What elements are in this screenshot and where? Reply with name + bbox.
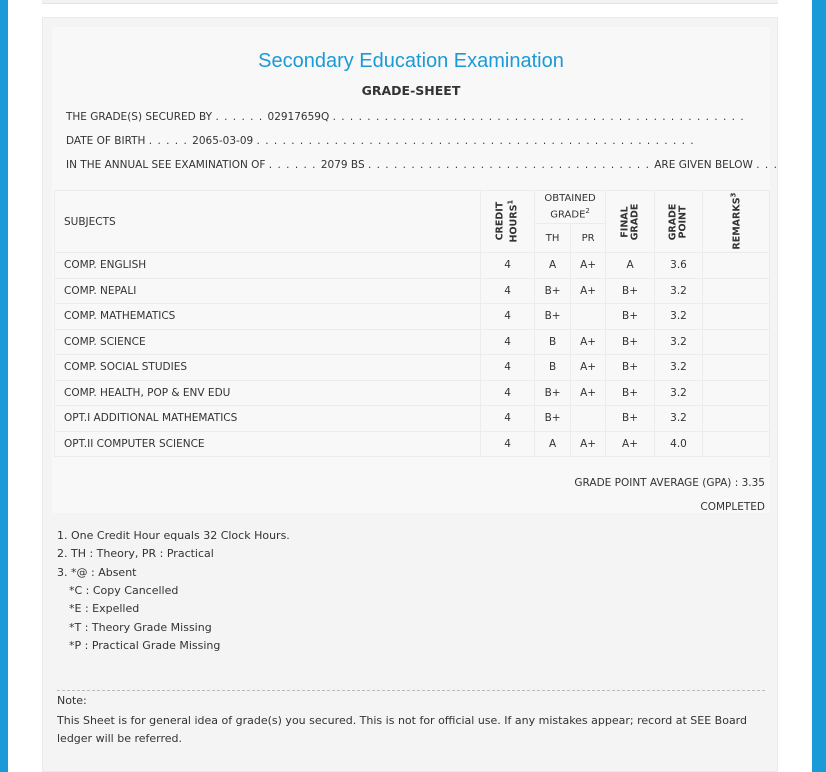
pr-grade-cell: A+ [571,380,606,406]
th-grade-cell: A [535,431,571,457]
credit-hours-header: CREDIT HOURS$^1$ [481,191,535,253]
remarks-cell [702,278,769,304]
table-row [55,278,770,304]
th-grade-cell: B+ [535,406,571,432]
final-grade-header: FINAL GRADE [606,191,655,253]
subjects-header: SUBJECTS [55,191,481,253]
exam-value: 2079 BS [320,159,365,171]
final-grade-cell: B+ [606,329,655,355]
grades-table [54,190,770,457]
pr-grade-cell: A+ [571,278,606,304]
th-grade-cell: B [535,355,571,381]
credit-cell: 4 [481,380,535,406]
subject-cell: COMP. NEPALI [55,278,481,304]
credit-cell: 4 [481,355,535,381]
symbol-number: 02917659Q [267,111,330,123]
secured-by-line: THE GRADE(S) SECURED BY . . . . . . 02917659Q . . . . . . . . . . . . . . . . . . . . . . . . . . . . . . . . . . . . . . . . . . . . . . . . [66,111,745,123]
pr-header: PR [571,224,606,253]
exam-label: IN THE ANNUAL SEE EXAMINATION OF [66,159,266,171]
pr-grade-cell: A+ [571,253,606,279]
pr-grade-cell: A+ [571,329,606,355]
note-divider [57,690,765,691]
pr-grade-cell [571,304,606,330]
th-grade-cell: B [535,329,571,355]
table-row [55,380,770,406]
note-text: This Sheet is for general idea of grade(s) you secured. This is not for official use. If any mistakes appear; record at SEE Board ledger will be referred. [57,714,747,745]
table-row [55,355,770,381]
pr-grade-cell: A+ [571,431,606,457]
table-row [55,329,770,355]
subject-cell: COMP. SCIENCE [55,329,481,355]
remarks-cell [702,355,769,381]
legend-credit-hour: 1. One Credit Hour equals 32 Clock Hours. [57,529,290,542]
credit-cell: 4 [481,304,535,330]
credit-cell: 4 [481,406,535,432]
left-accent-bar [0,0,8,772]
legend-th-pr: 2. TH : Theory, PR : Practical [57,547,214,560]
credit-cell: 4 [481,253,535,279]
grade-point-cell: 3.2 [655,380,703,406]
page-title: Secondary Education Examination [258,50,564,72]
subject-cell: COMP. ENGLISH [55,253,481,279]
obtained-grade-header: OBTAINED GRADE$^2$ [535,191,606,224]
remarks-cell [702,304,769,330]
note-label: Note: [57,694,87,707]
right-accent-bar [812,0,826,772]
pr-grade-cell [571,406,606,432]
th-header: TH [535,224,571,253]
previous-card-edge [42,0,778,4]
legend-expelled: *E : Expelled [69,602,140,615]
final-grade-cell: B+ [606,380,655,406]
grade-point-cell: 3.2 [655,329,703,355]
final-grade-cell: B+ [606,304,655,330]
th-grade-cell: A [535,253,571,279]
grade-point-cell: 3.2 [655,355,703,381]
gpa-summary: GRADE POINT AVERAGE (GPA) : 3.35 [574,477,765,489]
legend-copy-cancelled: *C : Copy Cancelled [69,584,179,597]
final-grade-cell: A [606,253,655,279]
exam-suffix: ARE GIVEN BELOW [654,159,753,171]
table-row [55,304,770,330]
th-grade-cell: B+ [535,380,571,406]
credit-cell: 4 [481,278,535,304]
grade-point-header: GRADE POINT [655,191,703,253]
subject-cell: OPT.I ADDITIONAL MATHEMATICS [55,406,481,432]
exam-line: IN THE ANNUAL SEE EXAMINATION OF . . . . . . 2079 BS . . . . . . . . . . . . . . . . . . . . . . . . . . . . . . . . . ARE GIVEN BELOW . . . [66,159,778,171]
remarks-cell [702,380,769,406]
result-status: COMPLETED [700,501,765,513]
table-row [55,431,770,457]
subject-cell: COMP. SOCIAL STUDIES [55,355,481,381]
table-row [55,253,770,279]
dob-line: DATE OF BIRTH . . . . . 2065-03-09 . . . . . . . . . . . . . . . . . . . . . . . . . . . . . . . . . . . . . . . . . . . . . . . . . . . [66,135,695,147]
pr-grade-cell: A+ [571,355,606,381]
grade-point-cell: 4.0 [655,431,703,457]
credit-cell: 4 [481,431,535,457]
grade-point-cell: 3.2 [655,406,703,432]
final-grade-cell: B+ [606,278,655,304]
dob-value: 2065-03-09 [192,135,254,147]
subject-cell: COMP. MATHEMATICS [55,304,481,330]
th-grade-cell: B+ [535,304,571,330]
remarks-cell [702,253,769,279]
final-grade-cell: B+ [606,355,655,381]
final-grade-cell: A+ [606,431,655,457]
grade-point-cell: 3.6 [655,253,703,279]
th-grade-cell: B+ [535,278,571,304]
remarks-cell [702,406,769,432]
subject-cell: OPT.II COMPUTER SCIENCE [55,431,481,457]
table-row [55,406,770,432]
dob-label: DATE OF BIRTH [66,135,146,147]
remarks-cell [702,329,769,355]
secured-by-label: THE GRADE(S) SECURED BY [66,111,213,123]
final-grade-cell: B+ [606,406,655,432]
legend-practical-missing: *P : Practical Grade Missing [69,639,221,652]
grade-point-cell: 3.2 [655,304,703,330]
remarks-header: REMARKS$^3$ [702,191,769,253]
sheet-subtitle: GRADE-SHEET [361,83,461,98]
grade-point-cell: 3.2 [655,278,703,304]
credit-cell: 4 [481,329,535,355]
legend-absent: 3. *@ : Absent [57,566,137,579]
subject-cell: COMP. HEALTH, POP & ENV EDU [55,380,481,406]
remarks-cell [702,431,769,457]
legend-theory-missing: *T : Theory Grade Missing [69,621,212,634]
